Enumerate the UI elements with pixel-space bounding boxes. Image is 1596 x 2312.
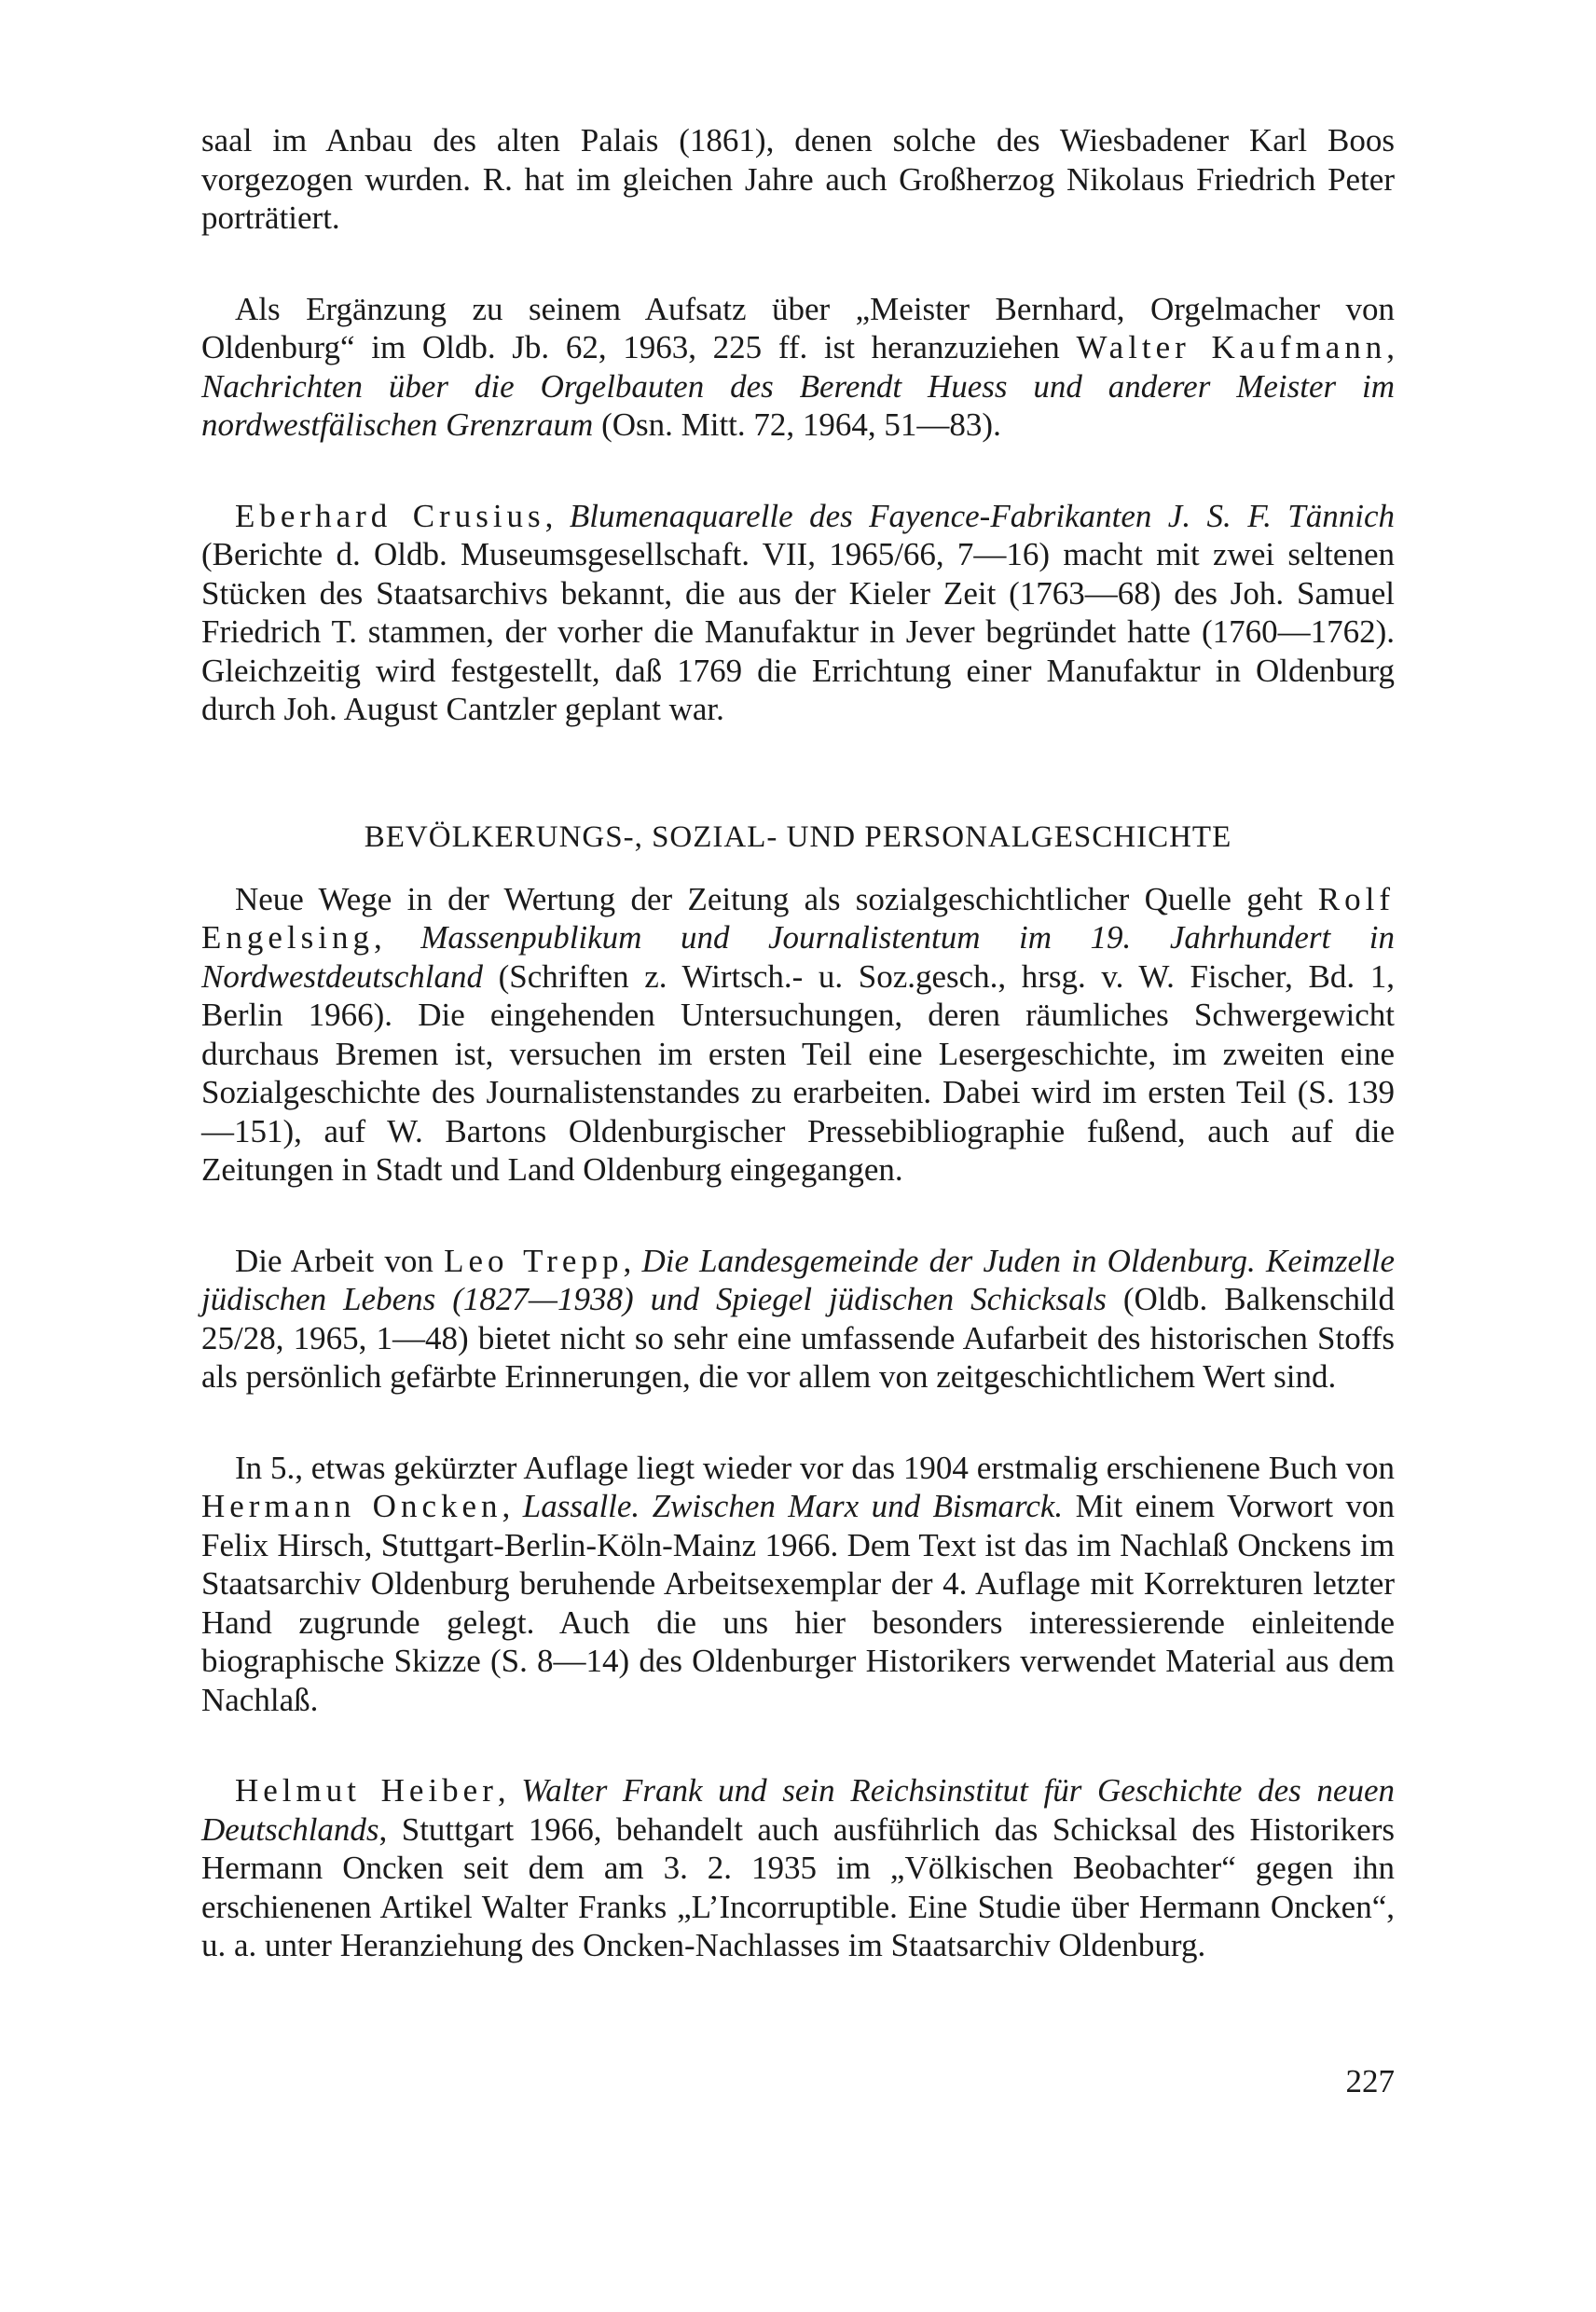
page-body — [201, 121, 1395, 1965]
author-name: Hermann Oncken — [201, 1488, 502, 1524]
work-title: Blumenaquarelle des Fayence-Fabrikanten J. S. F. Tännich — [569, 497, 1395, 534]
text-sep: , — [544, 497, 570, 534]
work-title: Nachrichten über die Orgelbauten des Berendt Huess und anderer Meister im nordwestfälischen Grenzraum — [201, 367, 1395, 443]
paragraph-orgelbau — [201, 290, 1395, 445]
text-pre: Als Ergänzung zu seinem Aufsatz über „Meister Bernhard, Orgelmacher von Oldenburg“ im Oldb. Jb. 62, 1963, 225 ff. ist heranzuziehen — [201, 290, 1395, 365]
page-number: 227 — [1345, 2063, 1395, 2099]
paragraph-gap — [201, 1719, 1395, 1771]
text-post: (Osn. Mitt. 72, 1964, 51—83). — [593, 406, 1001, 443]
text-sep: , — [502, 1488, 523, 1524]
text-sep: , — [1386, 329, 1395, 365]
text-pre: In 5., etwas gekürzter Auflage liegt wieder vor das 1904 erstmalig erschienene Buch von — [235, 1449, 1395, 1486]
paragraph-continuation: saal im Anbau des alten Palais (1861), denen solche des Wiesbadener Karl Boos vorgezogen wurden. R. hat im gleichen Jahre auch Großherzog Nikolaus Friedrich Peter porträtiert. — [201, 122, 1395, 236]
paragraph-zeitung — [201, 880, 1395, 1190]
text-post: (Berichte d. Oldb. Museumsgesellschaft. VII, 1965/66, 7—16) macht mit zwei seltenen Stücken des Staatsarchivs bekannt, die aus der Kieler Zeit (1763—68) des Joh. Samuel Friedrich T. stammen, der vorher die Manufaktur in Jever begründet hatte (1760—1762). Gleichzeitig wird festgestellt, daß 1769 die Errichtung einer Manufaktur in Oldenburg durch Joh. August Cantzler geplant war. — [201, 536, 1395, 727]
work-title: Lassalle. Zwischen Marx und Bismarck. — [522, 1488, 1064, 1524]
paragraph-lassalle — [201, 1449, 1395, 1720]
text-post: (Oldb. Balkenschild 25/28, 1965, 1—48) bietet nicht so sehr eine umfassende Aufarbeit des historischen Stoffs als persönlich gefärbte Erinnerungen, die vor allem von zeitgeschichtlichem Wert sind. — [201, 1281, 1395, 1395]
text-post: Mit einem Vorwort von Felix Hirsch, Stuttgart-Berlin-Köln-Mainz 1966. Dem Text ist das im Nachlaß Onckens im Staatsarchiv Oldenburg beruhende Arbeitsexemplar der 4. Auflage mit Korrekturen letzter Hand zugrunde gelegt. Auch die uns hier besonders interessierende einleitende biographische Skizze (S. 8—14) des Oldenburger Historikers verwendet Material aus dem Nachlaß. — [201, 1488, 1395, 1718]
text-post: , Stuttgart 1966, behandelt auch ausführlich das Schicksal des Historikers Hermann Oncken seit dem am 3. 2. 1935 im „Völkischen Beobachter“ gegen ihn erschienenen Artikel Walter Franks „L’Incorruptible. Eine Studie über Hermann Oncken“, u. a. unter Heranziehung des Oncken-Nachlasses im Staatsarchiv Oldenburg. — [201, 1810, 1395, 1963]
paragraph-heiber — [201, 1771, 1395, 1965]
paragraph-gap — [201, 238, 1395, 290]
text-sep: , — [623, 1242, 642, 1279]
paragraph-gap — [201, 445, 1395, 497]
work-title: Die Landesgemeinde der Juden in Oldenburg. Keimzelle jüdischen Lebens (1827—1938) und Spiegel jüdischen Schicksals — [201, 1242, 1395, 1317]
paragraph-juden — [201, 1242, 1395, 1397]
paragraph-gap — [201, 1397, 1395, 1449]
text-pre: Die Arbeit von — [235, 1242, 445, 1279]
paragraph-gap — [201, 1190, 1395, 1242]
author-name: Helmut Heiber — [235, 1772, 498, 1809]
author-name: Walter Kaufmann — [1076, 329, 1387, 365]
author-name: Rolf Engelsing — [201, 880, 1395, 956]
text-sep: , — [373, 919, 421, 956]
paragraph-fayence — [201, 497, 1395, 729]
work-title: Massenpublikum und Journalistentum im 19. Jahrhundert in Nordwestdeutschland — [201, 919, 1395, 995]
section-heading: BEVÖLKERUNGS-, SOZIAL- UND PERSONALGESCHICHTE — [364, 819, 1232, 854]
text-pre: Neue Wege in der Wertung der Zeitung als sozialgeschichtlicher Quelle geht — [235, 880, 1318, 917]
author-name: Leo Trepp — [444, 1242, 624, 1279]
author-name: Eberhard Crusius — [235, 497, 545, 534]
text-post: (Schriften z. Wirtsch.- u. Soz.gesch., hrsg. v. W. Fischer, Bd. 1, Berlin 1966). Die eingehenden Untersuchungen, deren räumliches Schwergewicht durchaus Bremen ist, versuchen im ersten Teil eine Lesergeschichte, im zweiten eine Sozialgeschichte des Journalistenstandes zu erarbeiten. Dabei wird im ersten Teil (S. 139—151), auf W. Bartons Oldenburgischer Pressebibliographie fußend, auch auf die Zeitungen in Stadt und Land Oldenburg eingegangen. — [201, 957, 1395, 1188]
work-title: Walter Frank und sein Reichsinstitut für Geschichte des neuen Deutschlands — [201, 1772, 1395, 1848]
text-sep: , — [497, 1772, 522, 1809]
